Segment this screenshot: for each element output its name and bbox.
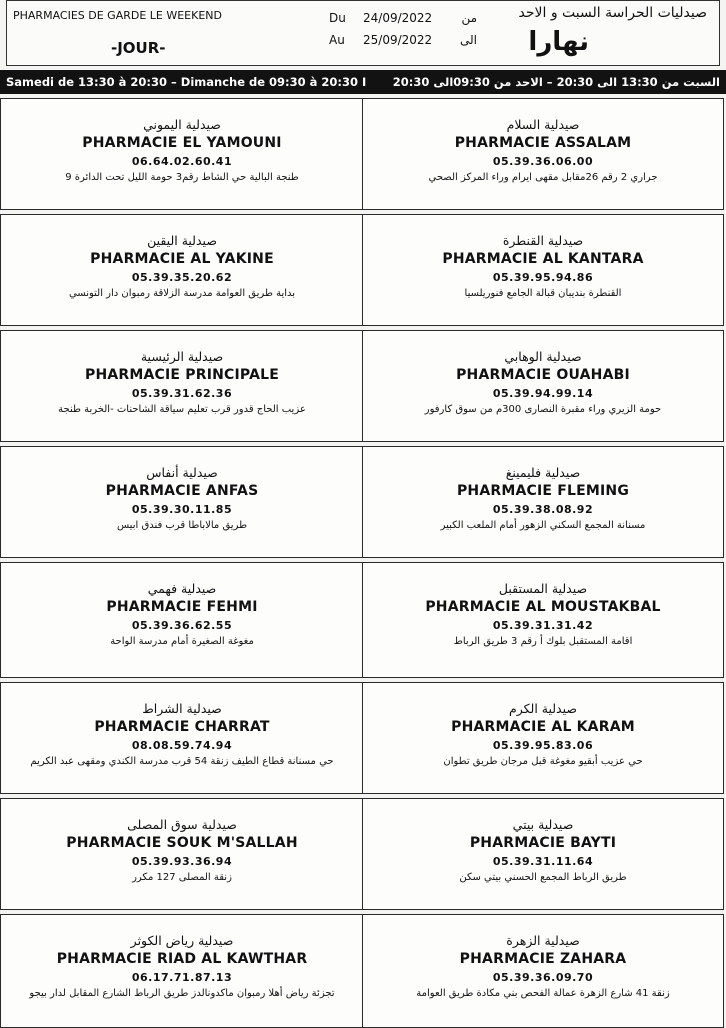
- pharmacy-phone: 05.39.94.99.14: [492, 387, 594, 400]
- pharmacy-address: جراري 2 رقم 26مقابل مقهى ايرام وراء المركز الصحي: [428, 172, 658, 183]
- pharmacy-name: PHARMACIE AL YAKINE: [90, 251, 274, 267]
- pharmacy-phone: 05.39.95.83.06: [492, 739, 594, 752]
- pharmacy-card: [362, 914, 724, 1028]
- schedule-french: Samedi de 13:30 à 20:30 – Dimanche de 09:30 à 20:30 I: [6, 75, 367, 89]
- pharmacy-name: PHARMACIE AL KARAM: [451, 719, 635, 735]
- pharmacy-row: [0, 798, 726, 910]
- pharmacy-name: PHARMACIE ZAHARA: [459, 951, 627, 967]
- pharmacy-name-arabic: صيدلية رياض الكوثر: [130, 933, 234, 948]
- pharmacy-name: PHARMACIE AL KANTARA: [442, 251, 644, 267]
- pharmacy-address: القنطرة بنديبان قبالة الجامع فنوريلسيا: [464, 288, 622, 299]
- pharmacy-card: [0, 98, 364, 210]
- pharmacy-phone: 05.39.36.06.00: [492, 155, 594, 168]
- pharmacy-name: PHARMACIE CHARRAT: [94, 719, 270, 735]
- pharmacy-card: [362, 330, 724, 442]
- pharmacy-name: PHARMACIE SOUK M'SALLAH: [66, 835, 298, 851]
- pharmacy-name-arabic: صيدلية اليموني: [143, 117, 221, 132]
- schedule-banner: [0, 70, 726, 94]
- pharmacy-name-arabic: صيدلية فليمينغ: [505, 465, 581, 480]
- jour-label: -JOUR-: [111, 39, 166, 57]
- pharmacy-phone: 05.39.95.94.86: [492, 271, 594, 284]
- pharmacy-name-arabic: صيدلية اليقين: [147, 233, 217, 248]
- pharmacy-name: PHARMACIE RIAD AL KAWTHAR: [56, 951, 308, 967]
- pharmacy-name-arabic: صيدلية السلام: [506, 117, 580, 132]
- nahar-label: نهارا: [528, 27, 589, 57]
- pharmacy-name-arabic: صيدلية سوق المصلى: [127, 817, 237, 832]
- pharmacy-card: [0, 562, 364, 678]
- date-range: [329, 7, 477, 51]
- pharmacy-card: [362, 214, 724, 326]
- au-label: Au: [329, 33, 345, 47]
- pharmacy-address: بداية طريق العوامة مدرسة الزلاقة رمبوان دار التونسي: [68, 288, 296, 299]
- pharmacy-phone: 08.08.59.74.94: [131, 739, 233, 752]
- pharmacy-name: PHARMACIE ASSALAM: [454, 135, 632, 151]
- pharmacy-name: PHARMACIE AL MOUSTAKBAL: [425, 599, 661, 615]
- pharmacy-card: [0, 446, 364, 558]
- pharmacy-name-arabic: صيدلية الوهابي: [504, 349, 582, 364]
- pharmacy-name: PHARMACIE FEHMI: [106, 599, 258, 615]
- pharmacy-card: [362, 798, 724, 910]
- pharmacy-phone: 05.39.30.11.85: [131, 503, 233, 516]
- header: [6, 0, 720, 66]
- schedule-arabic: السبت من 13:30 الى 20:30 – الاحد من 09:30الى 20:30: [392, 75, 720, 89]
- pharmacy-address: طريق مالاباطا قرب فندق ابيس: [116, 520, 248, 531]
- pharmacy-name-arabic: صيدلية بيتي: [512, 817, 574, 832]
- pharmacy-address: مغوغة الصغيرة أمام مدرسة الواحة: [110, 636, 254, 647]
- pharmacy-name-arabic: صيدلية المستقبل: [498, 581, 588, 596]
- pharmacy-row: [0, 562, 726, 678]
- pharmacy-row: [0, 682, 726, 794]
- pharmacy-name: PHARMACIE OUAHABI: [456, 367, 630, 383]
- pharmacy-name-arabic: صيدلية الزهرة: [506, 933, 580, 948]
- pharmacy-card: [0, 798, 364, 910]
- pharmacy-name-arabic: صيدلية الكرم: [508, 701, 578, 716]
- pharmacy-address: حي عزيب أبقيو مغوغة قبل مرجان طريق تطوان: [443, 756, 643, 767]
- pharmacy-address: تجزئة رياض أهلا رمبوان ماكدونالدز طريق الرباط الشارع المقابل لدار بيجو: [29, 988, 335, 999]
- pharmacy-name: PHARMACIE PRINCIPALE: [84, 367, 280, 383]
- title-arabic: صيدليات الحراسة السبت و الاحد: [518, 5, 707, 21]
- pharmacy-name-arabic: صيدلية الشراط: [142, 701, 222, 716]
- pharmacy-phone: 05.39.93.36.94: [131, 855, 233, 868]
- pharmacy-name: PHARMACIE EL YAMOUNI: [82, 135, 282, 151]
- pharmacy-address: زنقة المصلى 127 مكرر: [132, 872, 232, 883]
- pharmacy-address: طنجة البالية حي الشاط رقم3 حومة الليل تحت الدائرة 9: [65, 172, 299, 183]
- pharmacy-phone: 05.39.35.20.62: [131, 271, 233, 284]
- pharmacy-address: حي مسنانة قطاع الطيف زنقة 54 قرب مدرسة الكندي ومقهى عبد الكريم: [30, 756, 334, 767]
- pharmacy-phone: 06.17.71.87.13: [131, 971, 233, 984]
- pharmacy-name-arabic: صيدلية أنفاس: [146, 465, 218, 480]
- du-date: 24/09/2022: [363, 11, 433, 25]
- pharmacy-name-arabic: صيدلية الرئيسية: [140, 349, 224, 364]
- pharmacy-card: [0, 914, 364, 1028]
- pharmacy-address: مسنانة المجمع السكني الزهور أمام الملعب الكبير: [440, 520, 646, 531]
- pharmacy-address: زنقة 41 شارع الزهرة عمالة الفحص بني مكادة طريق العوامة: [416, 988, 670, 999]
- du-arabic: من: [461, 11, 477, 25]
- pharmacy-row: [0, 446, 726, 558]
- pharmacy-phone: 05.39.31.62.36: [131, 387, 233, 400]
- du-label: Du: [329, 11, 346, 25]
- pharmacy-card: [0, 330, 364, 442]
- pharmacy-phone: 05.39.36.09.70: [492, 971, 594, 984]
- pharmacy-card: [362, 682, 724, 794]
- pharmacy-row: [0, 214, 726, 326]
- pharmacy-name: PHARMACIE ANFAS: [105, 483, 259, 499]
- pharmacy-phone: 05.39.38.08.92: [492, 503, 594, 516]
- pharmacy-address: حومة الزيري وراء مقبرة النصارى 300م من سوق كارفور: [424, 404, 662, 415]
- pharmacy-card: [362, 446, 724, 558]
- au-date: 25/09/2022: [363, 33, 433, 47]
- pharmacy-name: PHARMACIE BAYTI: [469, 835, 617, 851]
- pharmacy-address: طريق الرباط المجمع الحسني بيتي سكن: [459, 872, 627, 883]
- pharmacy-card: [0, 214, 364, 326]
- pharmacy-address: اقامة المستقبل بلوك أ رقم 3 طريق الرباط: [453, 636, 633, 647]
- pharmacy-card: [362, 562, 724, 678]
- pharmacy-card: [362, 98, 724, 210]
- pharmacy-card: [0, 682, 364, 794]
- pharmacy-phone: 05.39.36.62.55: [131, 619, 233, 632]
- pharmacy-row: [0, 98, 726, 210]
- au-arabic: الى: [460, 33, 477, 47]
- pharmacy-name-arabic: صيدلية القنطرة: [502, 233, 584, 248]
- pharmacy-name-arabic: صيدلية فهمي: [147, 581, 217, 596]
- title-french: PHARMACIES DE GARDE LE WEEKEND: [13, 9, 222, 22]
- pharmacy-address: عزيب الحاج قدور قرب تعليم سياقة الشاحنات -الخربة طنجة: [58, 404, 306, 415]
- pharmacy-phone: 05.39.31.31.42: [492, 619, 594, 632]
- pharmacy-phone: 05.39.31.11.64: [492, 855, 594, 868]
- pharmacy-row: [0, 914, 726, 1028]
- pharmacy-row: [0, 330, 726, 442]
- pharmacy-name: PHARMACIE FLEMING: [456, 483, 630, 499]
- pharmacy-phone: 06.64.02.60.41: [131, 155, 233, 168]
